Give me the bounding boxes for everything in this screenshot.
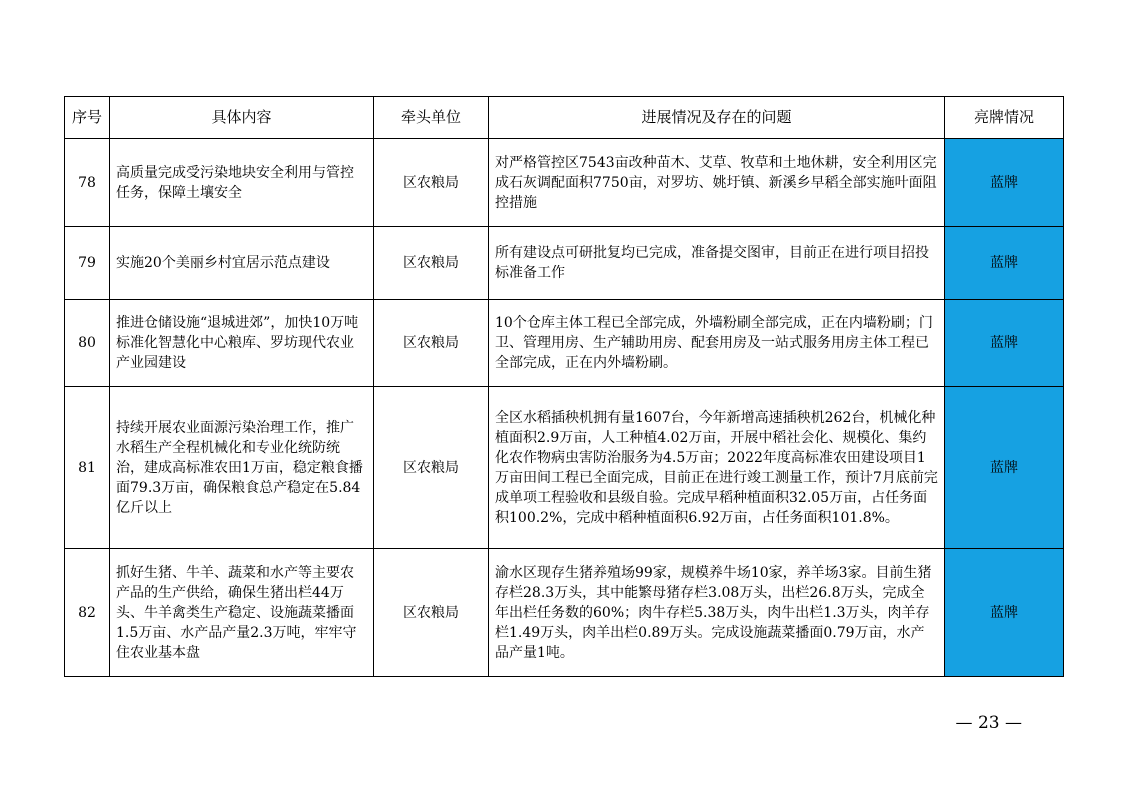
row-unit: 区农粮局	[374, 300, 489, 387]
table-row	[65, 139, 1064, 227]
row-progress	[489, 300, 945, 387]
row-progress	[489, 227, 945, 300]
row-content-text: 抓好生猪、牛羊、蔬菜和水产等主要农产品的生产供给，确保生猪出栏44万头、牛羊禽类生产稳定、设施蔬菜播面1.5万亩、水产品产量2.3万吨，牢牢守住农业基本盘	[116, 564, 357, 661]
row-content-text: 高质量完成受污染地块安全利用与管控任务，保障土壤安全	[116, 164, 354, 201]
row-content	[110, 227, 374, 300]
row-progress-text: 所有建设点可研批复均已完成，准备提交图审，目前正在进行项目招投标准备工作	[495, 245, 929, 281]
row-rating: 蓝牌	[945, 549, 1064, 677]
row-progress	[489, 549, 945, 677]
row-content-text: 推进仓储设施“退城进郊”，加快10万吨标准化智慧化中心粮库、罗坊现代农业产业园建设	[116, 315, 359, 371]
row-no: 78	[65, 139, 110, 227]
row-rating: 蓝牌	[945, 387, 1064, 549]
row-progress	[489, 139, 945, 227]
row-progress-text: 对严格管控区7543亩改种苗木、艾草、牧草和土地休耕，安全利用区完成石灰调配面积7750亩，对罗坊、姚圩镇、新溪乡早稻全部实施叶面阻控措施	[495, 154, 937, 211]
row-unit: 区农粮局	[374, 227, 489, 300]
row-content	[110, 387, 374, 549]
table-row	[65, 549, 1064, 677]
table-row	[65, 227, 1064, 300]
row-no: 80	[65, 300, 110, 387]
row-content	[110, 549, 374, 677]
row-unit: 区农粮局	[374, 387, 489, 549]
table-row	[65, 300, 1064, 387]
header-progress: 进展情况及存在的问题	[489, 97, 945, 139]
row-content-text: 持续开展农业面源污染治理工作，推广水稻生产全程机械化和专业化统防统治，建成高标准农田1万亩，稳定粮食播面79.3万亩，确保粮食总产稳定在5.84亿斤以上	[116, 419, 363, 516]
table-row	[65, 387, 1064, 549]
row-progress-text: 10个仓库主体工程已全部完成，外墙粉刷全部完成，正在内墙粉刷；门卫、管理用房、生产辅助用房、配套用房及一站式服务用房主体工程已全部完成，正在内外墙粉刷。	[495, 315, 933, 371]
row-progress	[489, 387, 945, 549]
row-progress-text: 全区水稻插秧机拥有量1607台，今年新增高速插秧机262台，机械化种植面积2.9万亩，人工种植4.02万亩，开展中稻社会化、规模化、集约化农作物病虫害防治服务为4.5万亩；2022年度高标准农田建设项目1万亩田间工程已全面完成，目前正在进行竣工测量工作，预计7月底前完成单项工程验收和县级自验。完成早稻种植面积32.05万亩，占任务面积100.2%，完成中稻种植面积6.92万亩，占任务面积101.8%。	[495, 409, 938, 526]
row-no: 82	[65, 549, 110, 677]
row-no: 79	[65, 227, 110, 300]
row-unit: 区农粮局	[374, 139, 489, 227]
header-content: 具体内容	[110, 97, 374, 139]
row-content-text: 实施20个美丽乡村宜居示范点建设	[116, 255, 330, 271]
row-content	[110, 139, 374, 227]
header-no: 序号	[65, 97, 110, 139]
row-rating: 蓝牌	[945, 300, 1064, 387]
row-rating: 蓝牌	[945, 139, 1064, 227]
table-header-row	[65, 97, 1064, 139]
header-unit: 牵头单位	[374, 97, 489, 139]
row-unit: 区农粮局	[374, 549, 489, 677]
row-no: 81	[65, 387, 110, 549]
row-content	[110, 300, 374, 387]
page-number: — 23 —	[955, 713, 1022, 733]
row-rating: 蓝牌	[945, 227, 1064, 300]
progress-table	[64, 96, 1064, 677]
header-rating: 亮牌情况	[945, 97, 1064, 139]
row-progress-text: 渝水区现存生猪养殖场99家，规模养牛场10家，养羊场3家。目前生猪存栏28.3万头，其中能繁母猪存栏3.08万头，出栏26.8万头，完成全年出栏任务数的60%；肉牛存栏5.38万头，肉牛出栏1.3万头，肉羊存栏1.49万头，肉羊出栏0.89万头。完成设施蔬菜播面0.79万亩，水产品产量1吨。	[495, 564, 932, 661]
